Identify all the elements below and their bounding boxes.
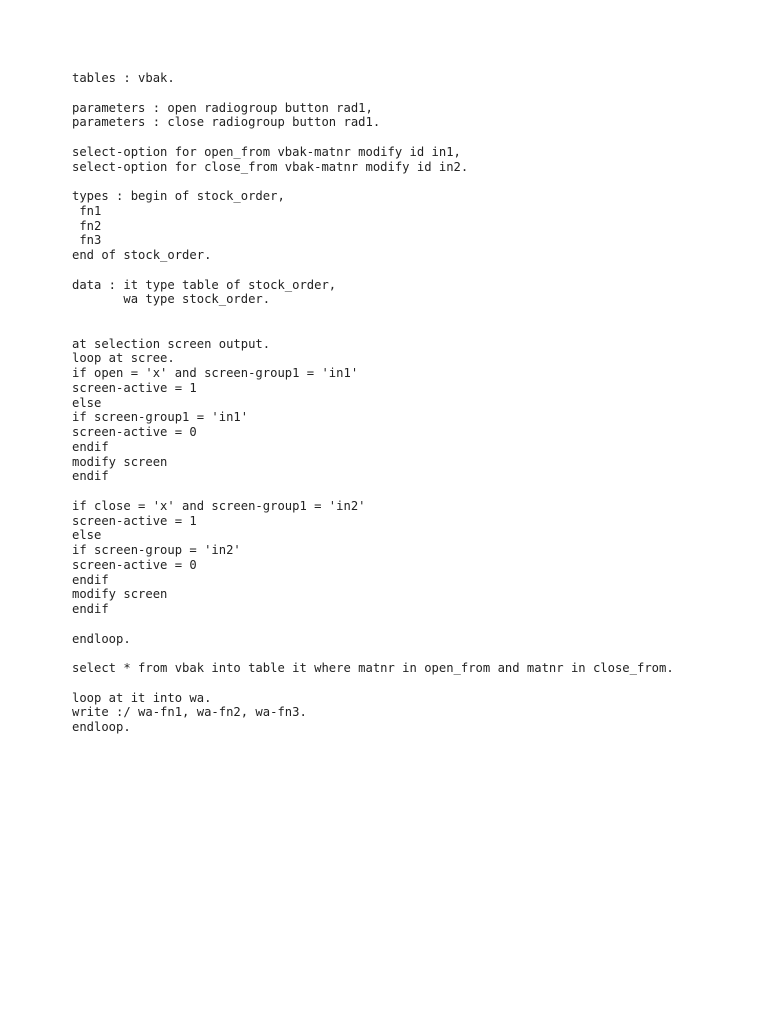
code-line: if close = 'x' and screen-group1 = 'in2' [72, 498, 366, 513]
code-line: fn1 [72, 203, 102, 218]
code-line: parameters : close radiogroup button rad1. [72, 115, 381, 130]
code-line: modify screen [72, 454, 168, 469]
blank-line [72, 617, 674, 632]
code-line: if screen-group1 = 'in1' [72, 410, 249, 425]
code-line: loop at it into wa. [72, 690, 212, 705]
code-line: loop at scree. [72, 351, 175, 366]
code-block [72, 71, 674, 735]
blank-line [72, 322, 674, 337]
code-line: types : begin of stock_order, [72, 189, 285, 203]
code-line: endloop. [72, 631, 131, 646]
code-line: endif [72, 572, 109, 587]
code-line: write :/ wa-fn1, wa-fn2, wa-fn3. [72, 705, 307, 720]
code-line: parameters : open radiogroup button rad1, [72, 100, 373, 115]
blank-line [72, 307, 674, 322]
code-line: else [72, 395, 102, 410]
code-line: else [72, 528, 102, 543]
code-line: endif [72, 469, 109, 484]
blank-line [72, 676, 674, 691]
code-line: if screen-group = 'in2' [72, 543, 241, 557]
blank-line [72, 174, 674, 189]
code-line: endloop. [72, 720, 131, 734]
code-line: select * from vbak into table it where matnr in open_from and matnr in close_from. [72, 661, 674, 675]
code-line: screen-active = 0 [72, 557, 197, 572]
code-line: select-option for close_from vbak-matnr modify id in2. [72, 159, 469, 174]
code-line: if open = 'x' and screen-group1 = 'in1' [72, 366, 359, 380]
code-line: select-option for open_from vbak-matnr modify id in1, [72, 144, 461, 159]
code-line: endif [72, 602, 109, 616]
code-line: fn3 [72, 233, 102, 248]
code-line: end of stock_order. [72, 248, 212, 262]
code-line: screen-active = 1 [72, 380, 197, 395]
blank-line [72, 646, 674, 661]
blank-line [72, 86, 674, 101]
blank-line [72, 263, 674, 278]
code-line: screen-active = 1 [72, 513, 197, 528]
code-line: tables : vbak. [72, 71, 175, 85]
code-line: wa type stock_order. [72, 292, 271, 307]
code-line: endif [72, 439, 109, 454]
blank-line [72, 484, 674, 499]
code-line: fn2 [72, 218, 102, 233]
code-line: modify screen [72, 587, 168, 602]
blank-line [72, 130, 674, 145]
code-line: data : it type table of stock_order, [72, 277, 337, 292]
code-line: at selection screen output. [72, 336, 271, 351]
code-line: screen-active = 0 [72, 425, 197, 439]
